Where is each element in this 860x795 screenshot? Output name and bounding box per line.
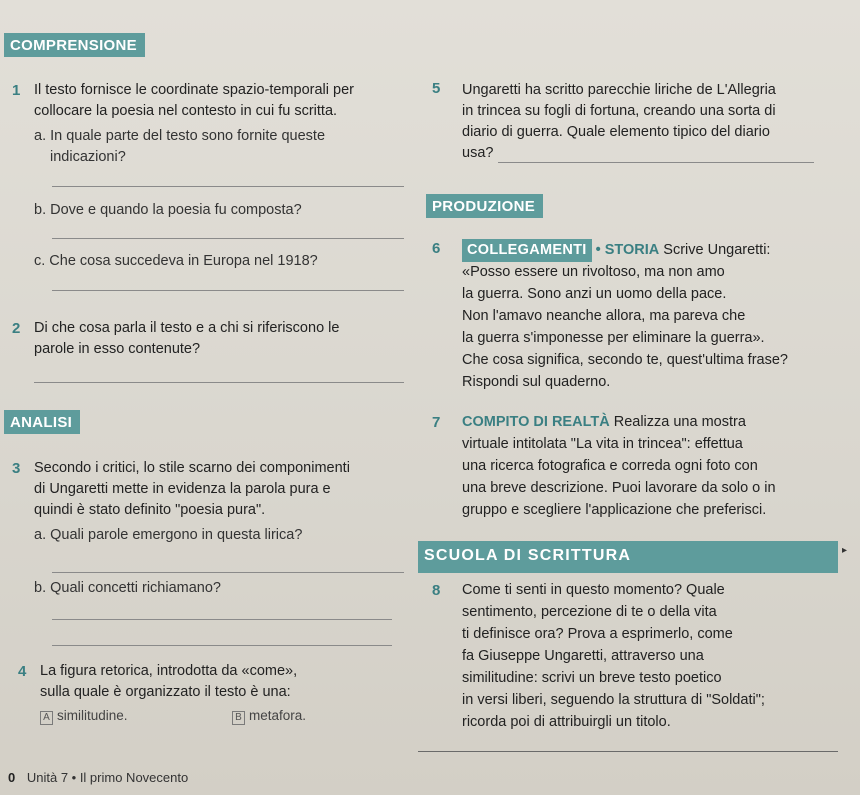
q6-line1-rest: Scrive Ungaretti: xyxy=(663,242,771,258)
q1a-line1: a. In quale parte del testo sono fornite queste xyxy=(34,128,326,144)
q3-text-line1: Secondo i critici, lo stile scarno dei componimenti xyxy=(34,460,350,476)
storia-label: • STORIA xyxy=(595,242,660,258)
q3-text-line3: quindi è stato definito "poesia pura". xyxy=(34,502,266,518)
q4-text-line1: La figura retorica, introdotta da «come», xyxy=(40,663,298,679)
q1a-line2: indicazioni? xyxy=(50,149,126,165)
q1a-answer-line[interactable] xyxy=(52,186,404,187)
q8-line4: fa Giuseppe Ungaretti, attraverso una xyxy=(462,648,704,664)
analisi-heading: ANALISI xyxy=(4,410,80,434)
q2-number: 2 xyxy=(12,320,21,337)
q1-text-line2: collocare la poesia nel contesto in cui fu scritta. xyxy=(34,103,338,119)
q2-text-line2: parole in esso contenute? xyxy=(34,341,201,357)
q7-line2: virtuale intitolata "La vita in trincea": effettua xyxy=(462,436,743,452)
q1b-text: b. Dove e quando la poesia fu composta? xyxy=(34,202,302,218)
q7-number: 7 xyxy=(432,414,441,431)
page-footer xyxy=(8,770,188,785)
q3b-answer-line-1[interactable] xyxy=(52,619,392,620)
triangle-marker-icon: ▸ xyxy=(842,545,848,556)
q6-line3: la guerra. Sono anzi un uomo della pace. xyxy=(462,286,727,302)
q6-line7: Rispondi sul quaderno. xyxy=(462,374,611,390)
option-a-checkbox[interactable]: A xyxy=(40,711,53,725)
scuola-di-scrittura-heading: SCUOLA DI SCRITTURA xyxy=(424,547,632,564)
q6-line2: «Posso essere un rivoltoso, ma non amo xyxy=(462,264,725,280)
q6-line6: Che cosa significa, secondo te, quest'ultima frase? xyxy=(462,352,788,368)
q5-line4: usa? xyxy=(462,145,494,161)
q1b-answer-line[interactable] xyxy=(52,238,404,239)
q8-line1: Come ti senti in questo momento? Quale xyxy=(462,582,725,598)
option-b-checkbox[interactable]: B xyxy=(232,711,245,725)
q4-option-b[interactable] xyxy=(232,708,306,725)
page-number: 0 xyxy=(8,770,16,785)
q6-line5: la guerra s'imponesse per eliminare la guerra». xyxy=(462,330,765,346)
q1c-text: c. Che cosa succedeva in Europa nel 1918? xyxy=(34,253,318,269)
compito-di-realta-label: COMPITO DI REALTÀ xyxy=(462,414,610,430)
q8-line6: in versi liberi, seguendo la struttura di "Soldati"; xyxy=(462,692,765,708)
q6-number: 6 xyxy=(432,240,441,257)
collegamenti-tag: COLLEGAMENTI xyxy=(462,239,592,262)
q3-text-line2: di Ungaretti mette in evidenza la parola pura e xyxy=(34,481,331,497)
q1-number: 1 xyxy=(12,82,21,99)
q5-answer-line[interactable] xyxy=(498,162,814,163)
q2-text-line1: Di che cosa parla il testo e a chi si riferiscono le xyxy=(34,320,340,336)
q7-line5: gruppo e scegliere l'applicazione che preferisci. xyxy=(462,502,767,518)
q4-text-line2: sulla quale è organizzato il testo è una: xyxy=(40,684,291,700)
unit-label: Unità 7 • Il primo Novecento xyxy=(26,770,189,785)
q8-line5: similitudine: scrivi un breve testo poetico xyxy=(462,670,722,686)
option-b-label: metafora. xyxy=(249,708,307,723)
q3a-text: a. Quali parole emergono in questa lirica? xyxy=(34,527,303,543)
q1-text-line1: Il testo fornisce le coordinate spazio-temporali per xyxy=(34,82,354,98)
q6-line1 xyxy=(462,239,770,262)
q4-option-a[interactable] xyxy=(40,708,128,725)
q7-line1 xyxy=(462,412,746,433)
q8-line7: ricorda poi di attribuirgli un titolo. xyxy=(462,714,671,730)
comprensione-heading: COMPRENSIONE xyxy=(4,33,145,57)
q5-line2: in trincea su fogli di fortuna, creando una sorta di xyxy=(462,103,776,119)
option-a-label: similitudine. xyxy=(57,708,128,723)
q2-answer-line[interactable] xyxy=(34,382,404,383)
q3b-text: b. Quali concetti richiamano? xyxy=(34,580,221,596)
q5-line3: diario di guerra. Quale elemento tipico del diario xyxy=(462,124,770,140)
q5-number: 5 xyxy=(432,80,441,97)
q3-number: 3 xyxy=(12,460,21,477)
q7-line1-rest: Realizza una mostra xyxy=(613,414,746,430)
q8-line3: ti definisce ora? Prova a esprimerlo, come xyxy=(462,626,733,642)
q4-number: 4 xyxy=(18,663,27,680)
q8-number: 8 xyxy=(432,582,441,599)
q7-line3: una ricerca fotografica e correda ogni foto con xyxy=(462,458,758,474)
q7-line4: una breve descrizione. Puoi lavorare da solo o in xyxy=(462,480,776,496)
q8-line2: sentimento, percezione di te o della vita xyxy=(462,604,717,620)
q3b-answer-line-2[interactable] xyxy=(52,645,392,646)
q5-line1: Ungaretti ha scritto parecchie liriche de L'Allegria xyxy=(462,82,776,98)
q3a-answer-line[interactable] xyxy=(52,572,404,573)
produzione-heading: PRODUZIONE xyxy=(426,194,543,218)
q6-line4: Non l'amavo neanche allora, ma pareva che xyxy=(462,308,746,324)
q1c-answer-line[interactable] xyxy=(52,290,404,291)
